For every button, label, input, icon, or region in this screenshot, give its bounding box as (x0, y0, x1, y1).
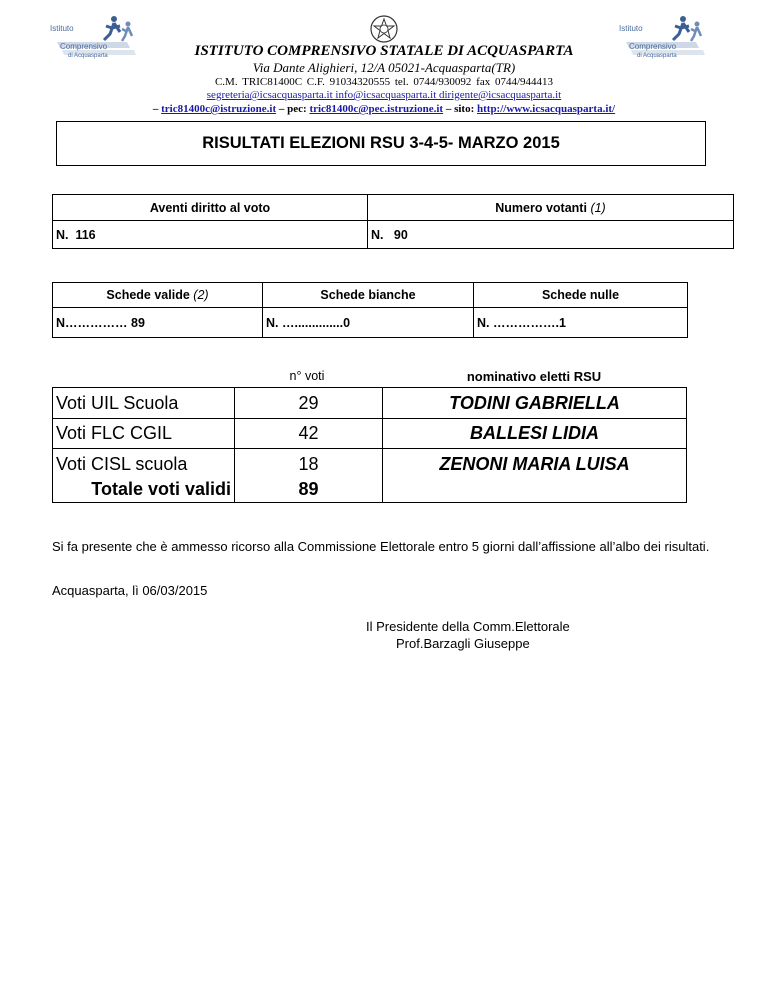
elected-column-header: nominativo eletti RSU (466, 369, 602, 384)
signature-block (366, 618, 570, 652)
eligible-voters-value: N. 116 (53, 221, 368, 249)
logo-line-2: Comprensivo (60, 42, 108, 51)
logo-line-3: di Acquasparta (637, 53, 677, 59)
list-name: Voti FLC CGIL (53, 419, 235, 449)
elected-name: TODINI GABRIELLA (383, 388, 687, 419)
results-table (52, 387, 687, 503)
logo-line-3: di Acquasparta (68, 53, 108, 59)
contact-line (0, 103, 768, 115)
logo-line-1: Istituto (619, 24, 643, 33)
result-row (53, 388, 687, 419)
total-votes: 89 (298, 479, 319, 499)
valid-ballots-value: N…………… 89 (53, 308, 263, 338)
valid-ballots-header (53, 283, 263, 308)
logo-line-2: Comprensivo (629, 42, 677, 51)
pec-prefix: – (152, 103, 162, 115)
school-codes: C.M. TRIC81400C C.F. 91034320555 tel. 0744/930092 fax 0744/944413 (214, 76, 554, 88)
valid-ballots-label: Schede valide (106, 288, 190, 302)
list-votes: 42 (235, 419, 383, 449)
pec-label: – pec: (276, 103, 310, 115)
result-row (53, 419, 687, 449)
eligible-voters-header: Aventi diritto al voto (53, 195, 368, 221)
blank-ballots-header: Schede bianche (263, 283, 474, 308)
school-address: Via Dante Alighieri, 12/A 05021-Acquasparta(TR) (252, 60, 516, 75)
result-row-with-total (53, 449, 687, 503)
voters-table (52, 194, 734, 249)
total-label: Totale voti validi (91, 479, 231, 499)
place-date: Acquasparta, lì 06/03/2015 (52, 583, 208, 598)
voters-count-label: Numero votanti (495, 200, 587, 215)
site-label: – sito: (443, 103, 477, 115)
school-name: ISTITUTO COMPRENSIVO STATALE DI ACQUASPARTA (194, 43, 574, 59)
appeal-notice: Si fa presente che è ammesso ricorso alla Commissione Elettorale entro 5 giorni dall’affissione all’albo dei risultati. (52, 539, 710, 554)
list-votes: 29 (235, 388, 383, 419)
valid-ballots-note: (2) (193, 288, 209, 302)
votes-column-header: n° voti (289, 369, 325, 383)
list-name-and-total (53, 449, 235, 503)
blank-ballots-value: N. …..............0 (263, 308, 474, 338)
istruzione-email-link[interactable]: tric81400c@istruzione.it (161, 103, 277, 115)
website-link[interactable]: http://www.icsacquasparta.it/ (477, 103, 616, 115)
votes-and-total (235, 449, 383, 503)
email-links[interactable]: segreteria@icsacquasparta.it info@icsacquasparta.it dirigente@icsacquasparta.it (206, 89, 562, 101)
elected-name: BALLESI LIDIA (383, 419, 687, 449)
list-votes: 18 (298, 454, 319, 474)
republic-emblem (369, 14, 399, 44)
ballots-table (52, 282, 688, 338)
signature-role: Il Presidente della Comm.Elettorale (366, 619, 570, 634)
logo-line-1: Istituto (50, 24, 74, 33)
list-name: Voti UIL Scuola (53, 388, 235, 419)
list-name: Voti CISL scuola (56, 454, 188, 474)
null-ballots-header: Schede nulle (474, 283, 688, 308)
voters-count-note: (1) (590, 200, 606, 215)
voters-count-value: N. 90 (368, 221, 734, 249)
null-ballots-value: N. …………….1 (474, 308, 688, 338)
document-title: RISULTATI ELEZIONI RSU 3-4-5- MARZO 2015 (56, 121, 706, 166)
pec-email-link[interactable]: tric81400c@pec.istruzione.it (309, 103, 444, 115)
elected-name: ZENONI MARIA LUISA (383, 449, 687, 503)
voters-count-header (368, 195, 734, 221)
signature-name: Prof.Barzagli Giuseppe (396, 636, 530, 651)
